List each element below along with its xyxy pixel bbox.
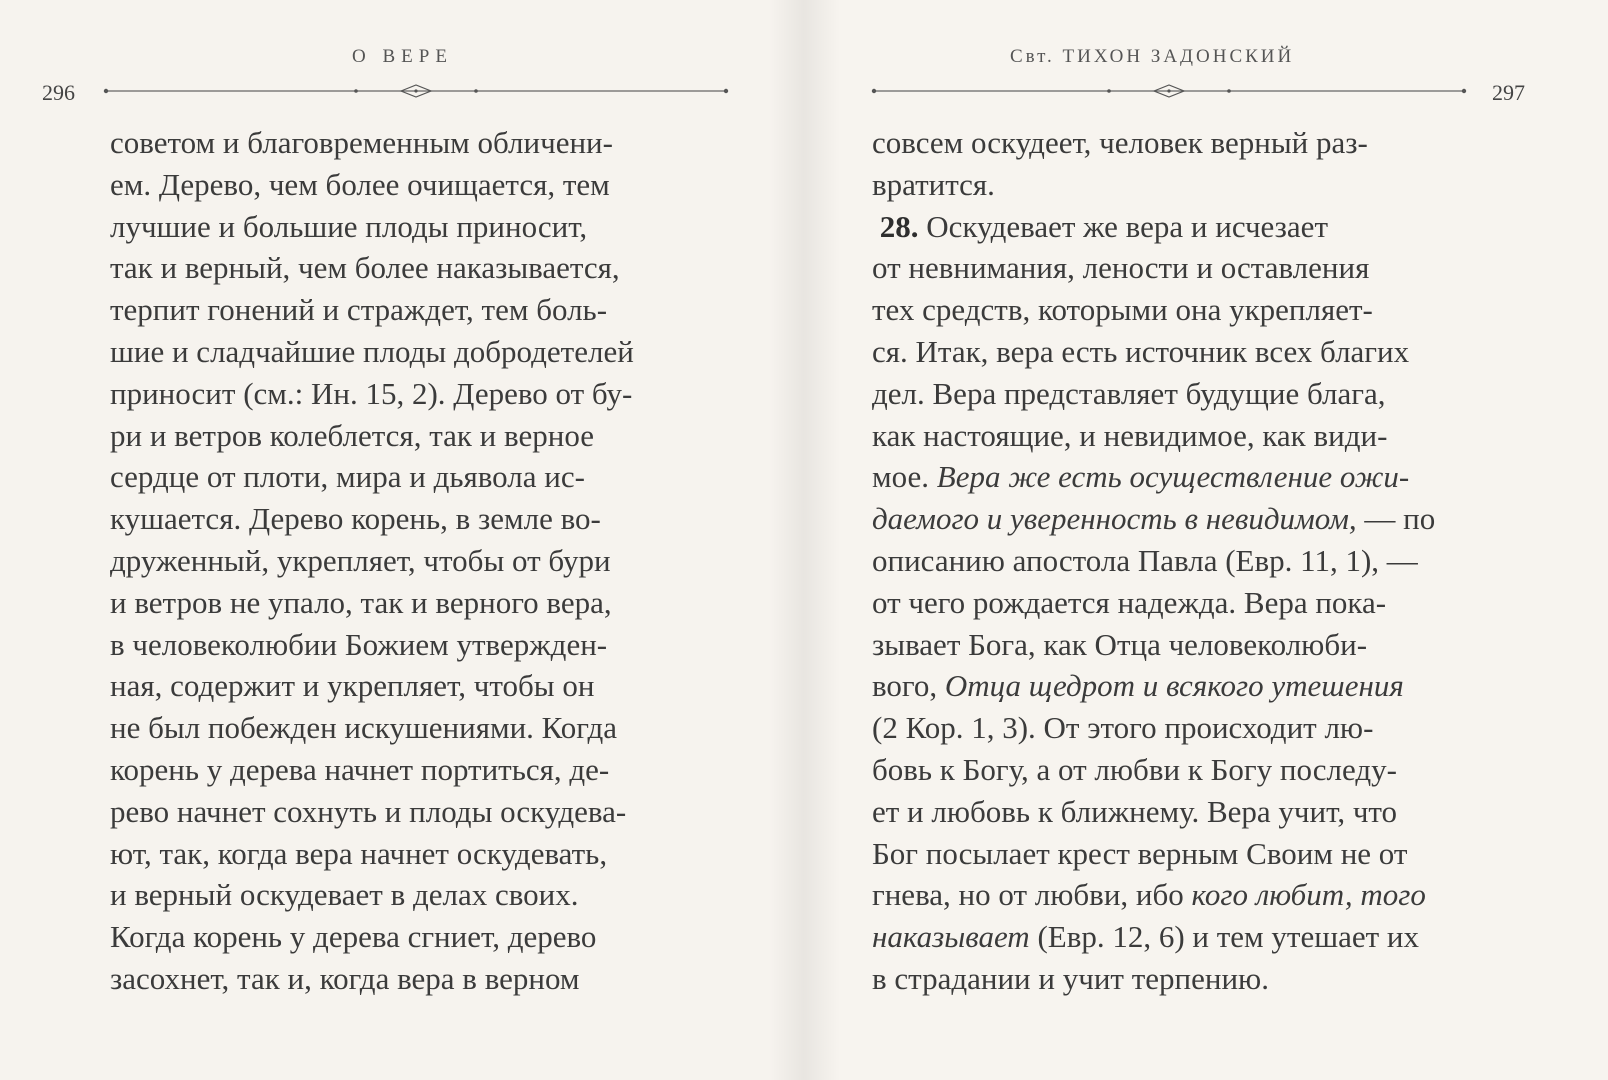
text-line bbox=[872, 665, 1472, 707]
text-line: ри и ветров колеблется, так и верное bbox=[110, 417, 594, 453]
text-line: в человеколюбии Божием утвержден- bbox=[110, 626, 608, 662]
scripture-quote: наказывает bbox=[872, 919, 1030, 955]
page-number: 297 bbox=[1492, 80, 1525, 105]
text-line: ет и любовь к ближнему. Вера учит, что bbox=[872, 793, 1398, 829]
body-text bbox=[872, 122, 1472, 1000]
text-line: от чего рождается надежда. Вера пока- bbox=[872, 584, 1387, 620]
page-number: 296 bbox=[42, 80, 75, 105]
text-line: терпит гонений и страждет, тем боль- bbox=[110, 292, 608, 328]
scripture-quote: Вера же есть осуществление ожи- bbox=[936, 459, 1410, 495]
scripture-quote: даемого и уверенность в невидимом, bbox=[872, 501, 1357, 537]
text-line: не был побежден искушениями. Когда bbox=[110, 710, 618, 746]
scripture-quote: кого любит, того bbox=[1191, 877, 1426, 913]
book-gutter-shadow bbox=[770, 0, 840, 1080]
text-line: друженный, укрепляет, чтобы от бури bbox=[110, 542, 611, 578]
text-run: — по bbox=[1356, 501, 1436, 537]
text-line: и верный оскудевает в делах своих. bbox=[110, 877, 579, 913]
text-line: от невнимания, лености и оставления bbox=[872, 250, 1370, 286]
text-run: (Евр. 12, 6) и тем утешает их bbox=[1029, 919, 1420, 955]
text-line: рево начнет сохнуть и плоды оскудева- bbox=[110, 793, 627, 829]
text-run: гнева, но от любви, ибо bbox=[872, 877, 1192, 913]
text-line: (2 Кор. 1, 3). От этого происходит лю- bbox=[872, 710, 1374, 746]
paragraph-number: 28. bbox=[879, 208, 919, 244]
text-line: тех средств, которыми она укрепляет- bbox=[872, 292, 1373, 328]
text-line: вратится. bbox=[872, 166, 995, 202]
text-line: так и верный, чем более наказывается, bbox=[110, 250, 620, 286]
text-line: кушается. Дерево корень, в земле во- bbox=[110, 501, 601, 537]
text-line: зывает Бога, как Отца человеколюби- bbox=[872, 626, 1368, 662]
body-text bbox=[110, 122, 700, 1000]
text-line bbox=[872, 874, 1472, 916]
text-line bbox=[872, 206, 1472, 248]
text-line: бовь к Богу, а от любви к Богу последу- bbox=[872, 751, 1397, 787]
text-line: ся. Итак, вера есть источник всех благих bbox=[872, 333, 1410, 369]
text-line: ем. Дерево, чем более очищается, тем bbox=[110, 166, 610, 202]
text-line: ная, содержит и укрепляет, чтобы он bbox=[110, 668, 595, 704]
text-line bbox=[872, 916, 1472, 958]
text-line: засохнет, так и, когда вера в верном bbox=[110, 960, 580, 996]
text-line bbox=[872, 456, 1472, 498]
running-head: О ВЕРЕ bbox=[352, 46, 453, 67]
ornamental-rule bbox=[96, 84, 736, 98]
text-line: лучшие и большие плоды приносит, bbox=[110, 208, 588, 244]
text-line: шие и сладчайшие плоды добродетелей bbox=[110, 333, 634, 369]
running-head: Свт. ТИХОН ЗАДОНСКИЙ bbox=[1010, 46, 1295, 67]
text-line: как настоящие, и невидимое, как види- bbox=[872, 417, 1388, 453]
text-line: Когда корень у дерева сгниет, дерево bbox=[110, 919, 597, 955]
text-line: описанию апостола Павла (Евр. 11, 1), — bbox=[872, 542, 1418, 578]
text-line bbox=[872, 498, 1472, 540]
text-run: мое. bbox=[872, 459, 937, 495]
text-line: и ветров не упало, так и верного вера, bbox=[110, 584, 612, 620]
text-line: сердце от плоти, мира и дьявола ис- bbox=[110, 459, 585, 495]
scripture-quote: Отца щедрот и всякого утешения bbox=[944, 668, 1404, 704]
text-line: приносит (см.: Ин. 15, 2). Дерево от бу- bbox=[110, 375, 633, 411]
ornamental-rule bbox=[864, 84, 1474, 98]
text-run: Оскудевает же вера и исчезает bbox=[918, 208, 1328, 244]
text-line: совсем оскудеет, человек верный раз- bbox=[872, 125, 1368, 160]
text-line: корень у дерева начнет портиться, де- bbox=[110, 751, 610, 787]
text-line: советом и благовременным обличени- bbox=[110, 125, 613, 160]
right-page bbox=[804, 0, 1608, 1080]
text-line: в страдании и учит терпению. bbox=[872, 960, 1269, 996]
text-line: Бог посылает крест верным Своим не от bbox=[872, 835, 1408, 871]
text-line: дел. Вера представляет будущие блага, bbox=[872, 375, 1386, 411]
text-run: вого, bbox=[872, 668, 945, 704]
text-line: ют, так, когда вера начнет оскудевать, bbox=[110, 835, 608, 871]
